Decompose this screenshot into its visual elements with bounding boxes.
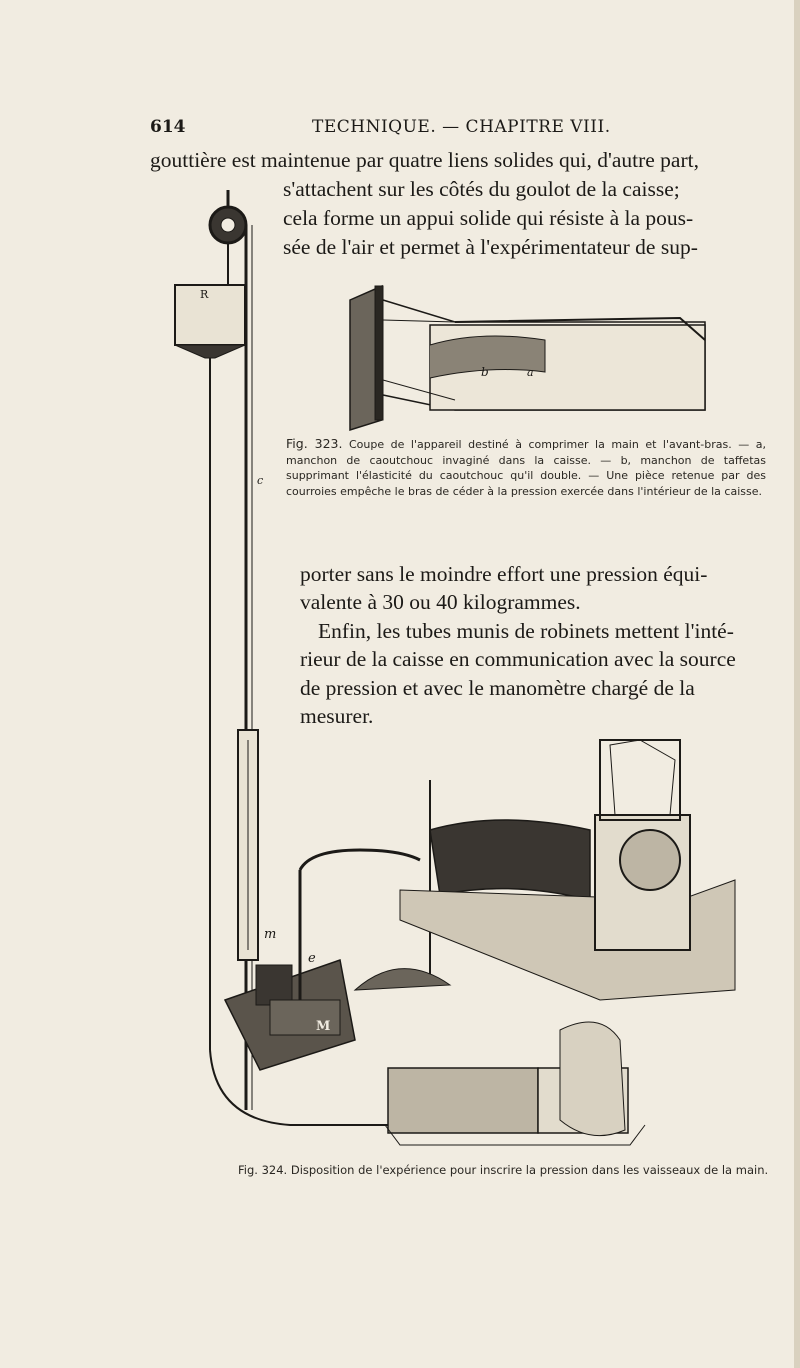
figure-324-caption: Fig. 324. Disposition de l'expérience pour inscrire la pression dans les vaisseaux de la main. xyxy=(238,1163,769,1177)
label-e: e xyxy=(308,951,316,966)
paragraph-line: gouttière est maintenue par quatre liens solides qui, d'autre part, xyxy=(150,148,699,172)
label-R: R xyxy=(200,288,209,301)
paragraph-line: mesurer. xyxy=(300,704,374,728)
paragraph-line: s'attachent sur les côtés du goulot de la caisse; xyxy=(283,177,680,201)
paragraph-line: cela forme un appui solide qui résiste à la pous- xyxy=(283,206,694,230)
label-m: m xyxy=(264,927,277,942)
figure-323-illustration xyxy=(350,286,705,430)
label-c: c xyxy=(257,474,264,487)
paragraph-line: sée de l'air et permet à l'expérimentateur de sup- xyxy=(283,235,698,259)
label-a: a xyxy=(527,366,534,379)
paragraph-line: porter sans le moindre effort une pression équi- xyxy=(300,562,708,586)
paragraph-line: rieur de la caisse en communication avec la source xyxy=(300,647,736,671)
figure-324-illustration xyxy=(225,730,735,1145)
label-b: b xyxy=(481,365,489,379)
page-number: 614 xyxy=(150,117,186,137)
figure-323-caption-text: Coupe de l'appareil destiné à comprimer la main et l'avant-bras. — a, manchon de caoutchouc invaginé dans la caisse. — b, manchon de taffetas supprimant l'élasticité du caoutchouc qu'il double. — Une pièce retenue par des courroies empêche le bras de céder à la pression exercée dans l'intérieur de la caisse. xyxy=(286,438,766,498)
figure-323-caption-lead: Fig. 323. xyxy=(286,436,343,451)
label-M: M xyxy=(316,1019,331,1034)
paragraph-line: Enfin, les tubes munis de robinets mettent l'inté- xyxy=(318,619,734,643)
paragraph-line: de pression et avec le manomètre chargé de la xyxy=(300,676,695,700)
figure-323-caption xyxy=(286,436,766,499)
running-title: TECHNIQUE. — CHAPITRE VIII. xyxy=(312,117,611,137)
paragraph-line: valente à 30 ou 40 kilogrammes. xyxy=(300,590,581,614)
